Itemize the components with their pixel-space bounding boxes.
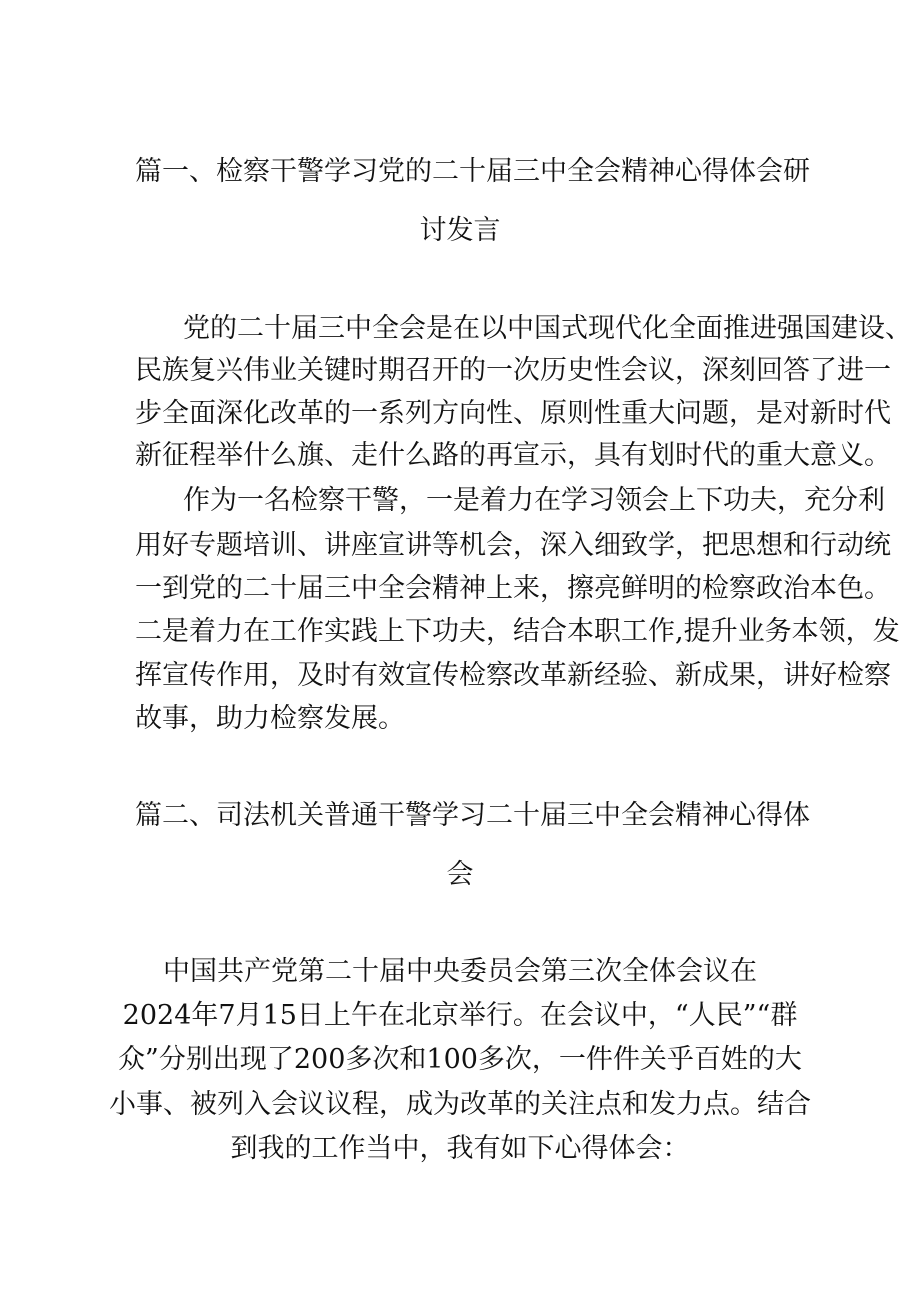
section1-p1-line1: 党的二十届三中全会是在以中国式现代化全面推进强国建设、: [183, 313, 912, 344]
section1-p2-line4: 二是着力在工作实践上下功夫，结合本职工作,提升业务本领，发: [135, 616, 900, 647]
section1-p1-line2: 民族复兴伟业关键时期召开的一次历史性会议，深刻回答了进一: [135, 355, 891, 386]
section2-title-line2: 会: [446, 859, 474, 890]
section1-title-line1: 篇一、检察干警学习党的二十届三中全会精神心得体会研: [135, 156, 810, 187]
section1-p2-line1: 作为一名检察干警，一是着力在学习领会上下功夫，充分利: [183, 485, 885, 516]
section1-p2-line2: 用好专题培训、讲座宣讲等机会，深入细致学，把思想和行动统: [135, 530, 891, 561]
section1-title-line2: 讨发言: [419, 215, 501, 246]
section1-p1-line3: 步全面深化改革的一系列方向性、原则性重大问题，是对新时代: [135, 398, 891, 429]
section2-line2: 2024年7月15日上午在北京举行。在会议中，“人民”“群: [122, 1000, 798, 1031]
section2-line5: 到我的工作当中，我有如下心得体会：: [230, 1133, 690, 1164]
section1-p2-line3: 一到党的二十届三中全会精神上来，擦亮鲜明的检察政治本色。: [135, 573, 891, 604]
section2-line3: 众”分别出现了200多次和100多次，一件件关乎百姓的大: [118, 1044, 802, 1075]
section1-p1-line4: 新征程举什么旗、走什么路的再宣示，具有划时代的重大意义。: [135, 440, 891, 471]
section2-line1: 中国共产党第二十届中央委员会第三次全体会议在: [163, 956, 757, 987]
section2-title-line1: 篇二、司法机关普通干警学习二十届三中全会精神心得体: [135, 800, 810, 831]
section1-p2-line5: 挥宣传作用，及时有效宣传检察改革新经验、新成果，讲好检察: [135, 660, 891, 691]
section1-p2-line6: 故事，助力检察发展。: [135, 703, 405, 734]
section2-line4: 小事、被列入会议议程，成为改革的关注点和发力点。结合: [109, 1089, 811, 1120]
